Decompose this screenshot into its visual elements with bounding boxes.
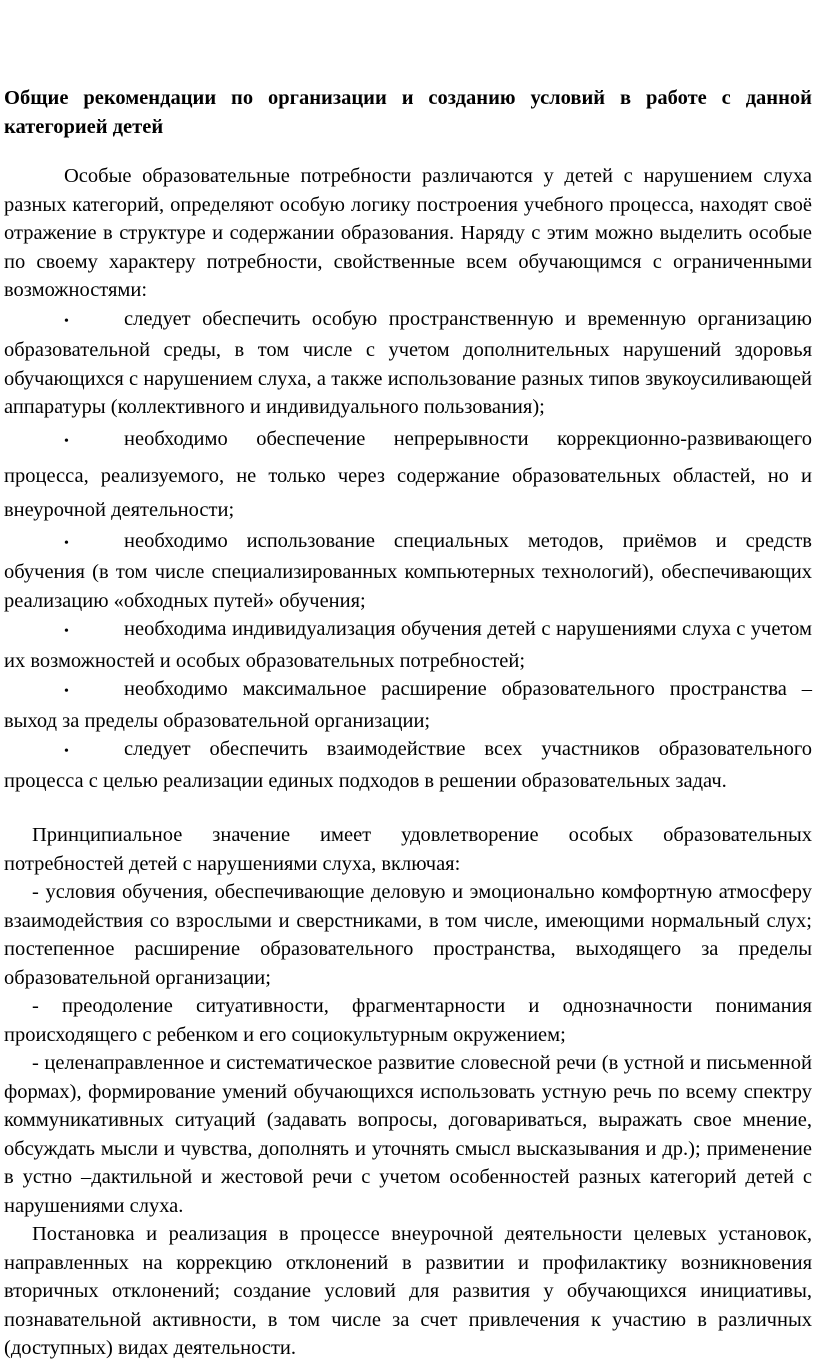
bullet-text: необходима индивидуализация обучения детей с нарушениями слуха с учетом их возможностей и особых образовательных потребностей; bbox=[4, 618, 812, 672]
bullet-icon: • bbox=[64, 684, 69, 699]
closing-paragraph: Постановка и реализация в процессе внеурочной деятельности целевых установок, направленных на коррекцию отклонений в развитии и профилактику возникновения вторичных отклонений; создание условий для развития у обучающихся инициативы, познавательной активности, в том числе за счет привлечения к участию в различных (доступных) видах деятельности. bbox=[4, 1223, 812, 1359]
bullet-icon: • bbox=[64, 624, 69, 639]
bullet-item-4 bbox=[4, 615, 812, 675]
bullet-icon: • bbox=[64, 313, 69, 329]
bullet-text: необходимо максимальное расширение образовательного пространства – выход за пределы образовательной организации; bbox=[4, 678, 812, 732]
bullet-item-2 bbox=[4, 422, 812, 527]
bullet-icon: • bbox=[64, 535, 69, 551]
bullet-item-5 bbox=[4, 675, 812, 735]
intro-paragraph: Особые образовательные потребности различаются у детей с нарушением слуха разных категорий, определяют особую логику построения учебного процесса, находят своё отражение в структуре и содержании образования. Наряду с этим можно выделить особые по своему характеру потребности, свойственные всем обучающимся с ограниченными возможностями: bbox=[4, 165, 812, 301]
bullet-text: следует обеспечить взаимодействие всех участников образовательного процесса с целью реализации единых подходов в решении образовательных задач. bbox=[4, 738, 812, 792]
dash-item-2: - преодоление ситуативности, фрагментарности и однозначности понимания происходящего с ребенком и его социокультурным окружением; bbox=[4, 995, 812, 1046]
bullet-item-6 bbox=[4, 735, 812, 795]
bullet-text: необходимо использование специальных методов, приёмов и средств обучения (в том числе специализированных компьютерных технологий), обеспечивающих реализацию «обходных путей» обучения; bbox=[4, 529, 812, 612]
bullet-item-3 bbox=[4, 527, 812, 616]
bullet-item-1 bbox=[4, 305, 812, 422]
bullet-icon: • bbox=[64, 744, 69, 759]
bullet-text: следует обеспечить особую пространственную и временную организацию образовательной среды, в том числе с учетом дополнительных нарушений здоровья обучающихся с нарушением слуха, а также использование разных типов звукоусиливающей аппаратуры (коллективного и индивидуального пользования); bbox=[4, 307, 812, 418]
dash-item-3: - целенаправленное и систематическое развитие словесной речи (в устной и письменной формах), формирование умений обучающихся использовать устную речь по всему спектру коммуникативных ситуаций (задавать вопросы, договариваться, выражать свое мнение, обсуждать мысли и чувства, дополнять и уточнять смысл высказывания и др.); применение в устно –дактильной и жестовой речи с учетом особенностей разных категорий детей с нарушениями слуха. bbox=[4, 1052, 812, 1217]
section-heading: Общие рекомендации по организации и созданию условий в работе с данной категорией детей bbox=[4, 87, 812, 138]
principal-paragraph: Принципиальное значение имеет удовлетворение особых образовательных потребностей детей с нарушениями слуха, включая: bbox=[4, 824, 812, 875]
dash-item-1: - условия обучения, обеспечивающие деловую и эмоционально комфортную атмосферу взаимодействия со взрослыми и сверстниками, в том числе, имеющими нормальный слух; постепенное расширение образовательного пространства, выходящего за пределы образовательной организации; bbox=[4, 881, 812, 989]
document-page bbox=[4, 84, 812, 1363]
bullet-icon: • bbox=[64, 433, 69, 449]
bullet-text: необходимо обеспечение непрерывности коррекционно-развивающего процесса, реализуемого, не только через содержание образовательных областей, но и внеурочной деятельности; bbox=[4, 427, 812, 521]
paragraph-spacer bbox=[4, 795, 812, 821]
